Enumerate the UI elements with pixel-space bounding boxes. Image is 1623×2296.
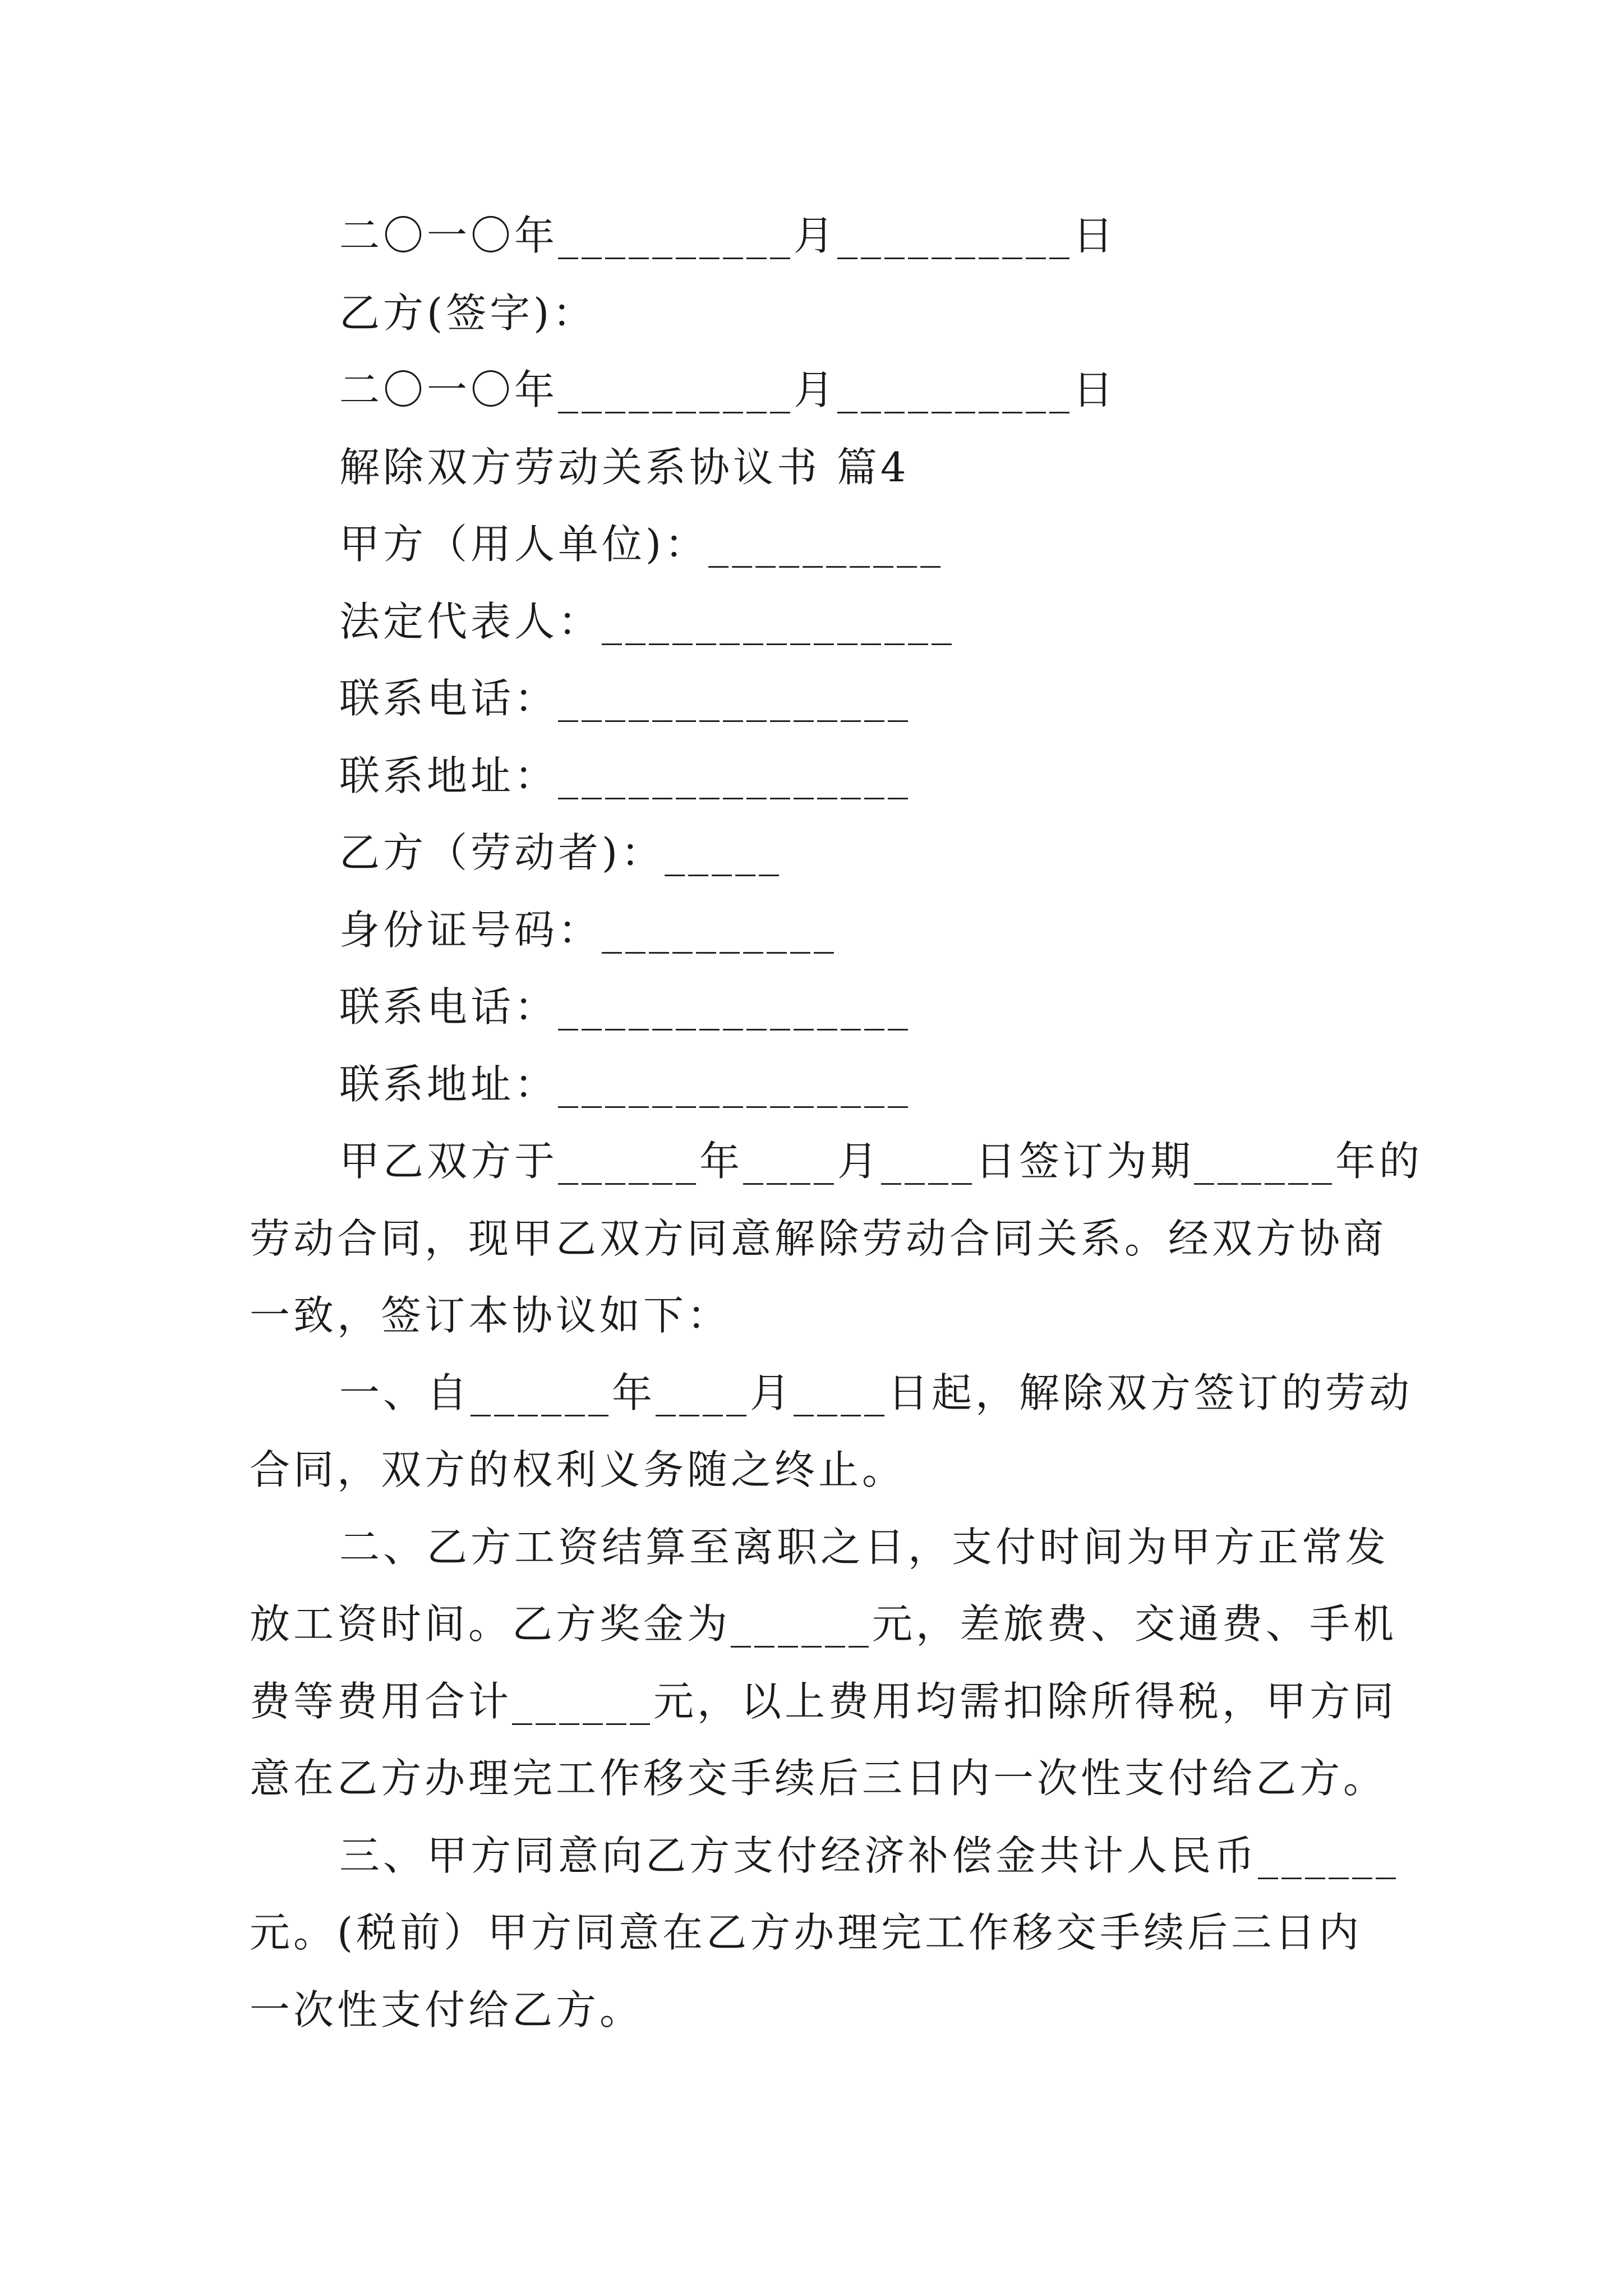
party-a-phone-field: 联系电话：_______________ xyxy=(339,675,912,722)
clause-3-line-3: 一次性支付给乙方。 xyxy=(250,1986,644,2033)
paragraph-intro-line-3: 一致，签订本协议如下： xyxy=(250,1292,731,1339)
clause-1-line-1: 一、自______年____月____日起，解除双方签订的劳动 xyxy=(339,1369,1413,1416)
clause-2-line-3: 费等费用合计______元，以上费用均需扣除所得税，甲方同 xyxy=(250,1678,1398,1725)
legal-representative-field: 法定代表人：_______________ xyxy=(339,598,956,645)
signature-date-line-party-a: 二〇一〇年__________月__________日 xyxy=(339,212,1117,259)
paragraph-intro-line-1: 甲乙双方于______年____月____日签订为期______年的 xyxy=(339,1138,1423,1185)
party-b-signature-label: 乙方(签字)： xyxy=(339,289,597,337)
clause-2-line-1: 二、乙方工资结算至离职之日，支付时间为甲方正常发 xyxy=(339,1524,1390,1571)
party-b-worker-field: 乙方（劳动者)：_____ xyxy=(339,829,783,876)
clause-2-line-4: 意在乙方办理完工作移交手续后三日内一次性支付给乙方。 xyxy=(250,1755,1387,1802)
id-number-field: 身份证号码：__________ xyxy=(339,907,838,954)
clause-1-line-2: 合同，双方的权利义务随之终止。 xyxy=(250,1446,906,1493)
party-a-address-field: 联系地址：_______________ xyxy=(339,752,912,799)
party-b-address-field: 联系地址：_______________ xyxy=(339,1061,912,1108)
signature-date-line-party-b: 二〇一〇年__________月__________日 xyxy=(339,366,1117,413)
party-a-employer-field: 甲方（用人单位)：__________ xyxy=(339,521,944,568)
clause-3-line-1: 三、甲方同意向乙方支付经济补偿金共计人民币______ xyxy=(339,1832,1400,1879)
clause-2-line-2: 放工资时间。乙方奖金为______元，差旅费、交通费、手机 xyxy=(250,1600,1398,1648)
party-b-phone-field: 联系电话：_______________ xyxy=(339,983,912,1030)
clause-3-line-2: 元。(税前）甲方同意在乙方办理完工作移交手续后三日内 xyxy=(250,1909,1363,1956)
paragraph-intro-line-2: 劳动合同，现甲乙双方同意解除劳动合同关系。经双方协商 xyxy=(250,1215,1387,1262)
section-title: 解除双方劳动关系协议书 篇4 xyxy=(339,444,910,491)
